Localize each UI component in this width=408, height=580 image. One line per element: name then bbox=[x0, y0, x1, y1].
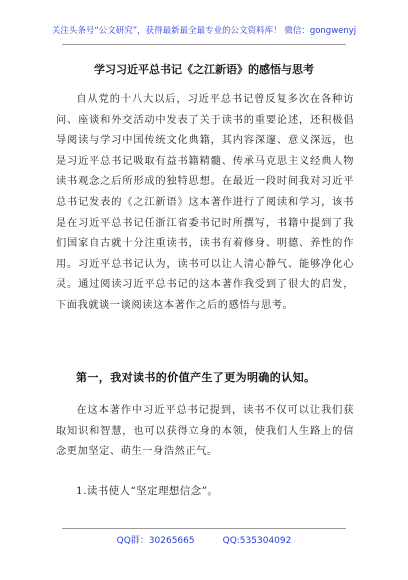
section-paragraph: 在这本著作中习近平总书记提到，读书不仅可以让我们获取知识和智慧，也可以获得立身的本领，使我们人生路上的信念更加坚定、萌生一身浩然正气。 bbox=[56, 405, 354, 458]
header-divider bbox=[62, 44, 346, 45]
footer bbox=[0, 533, 408, 546]
footer-divider bbox=[62, 528, 346, 529]
footer-qq-group: QQ群：30265665 bbox=[116, 536, 195, 546]
footer-qq: QQ:535304092 bbox=[222, 536, 292, 546]
section-heading: 第一，我对读书的价值产生了更为明确的认知。 bbox=[76, 371, 316, 384]
list-item: 1.读书使人“坚定理想信念”。 bbox=[76, 485, 219, 497]
document-title: 学习习近平总书记《之江新语》的感悟与思考 bbox=[94, 63, 314, 76]
header-banner: 关注头条号“公文研究”，获得最新最全最专业的公文资料库！ 微信：gongwenyj bbox=[51, 26, 357, 36]
intro-paragraph: 自从党的十八大以后，习近平总书记曾反复多次在各种访问、座谈和外交活动中发表了关于读书的重要论述，还积极倡导阅读与学习中国传统文化典籍，其内容深邃、意义深远，也是习近平总书记吸取有益书籍精髓、传承马克思主义经典人物读书观念之后所形成的独特思想。在最近一段时间我对习近平总书记发表的《之江新语》这本著作进行了阅读和学习，该书是在习近平总书记任浙江省委书记时所撰写，书籍中提到了我们国家自古就十分注重读书，读书有着修身、明德、养性的作用。习近平总书记认为，读书可以让人清心静气、能够净化心灵。通过阅读习近平总书记的这本著作我受到了很大的启发，下面我就谈一谈阅读这本著作之后的感悟与思考。 bbox=[56, 94, 354, 311]
